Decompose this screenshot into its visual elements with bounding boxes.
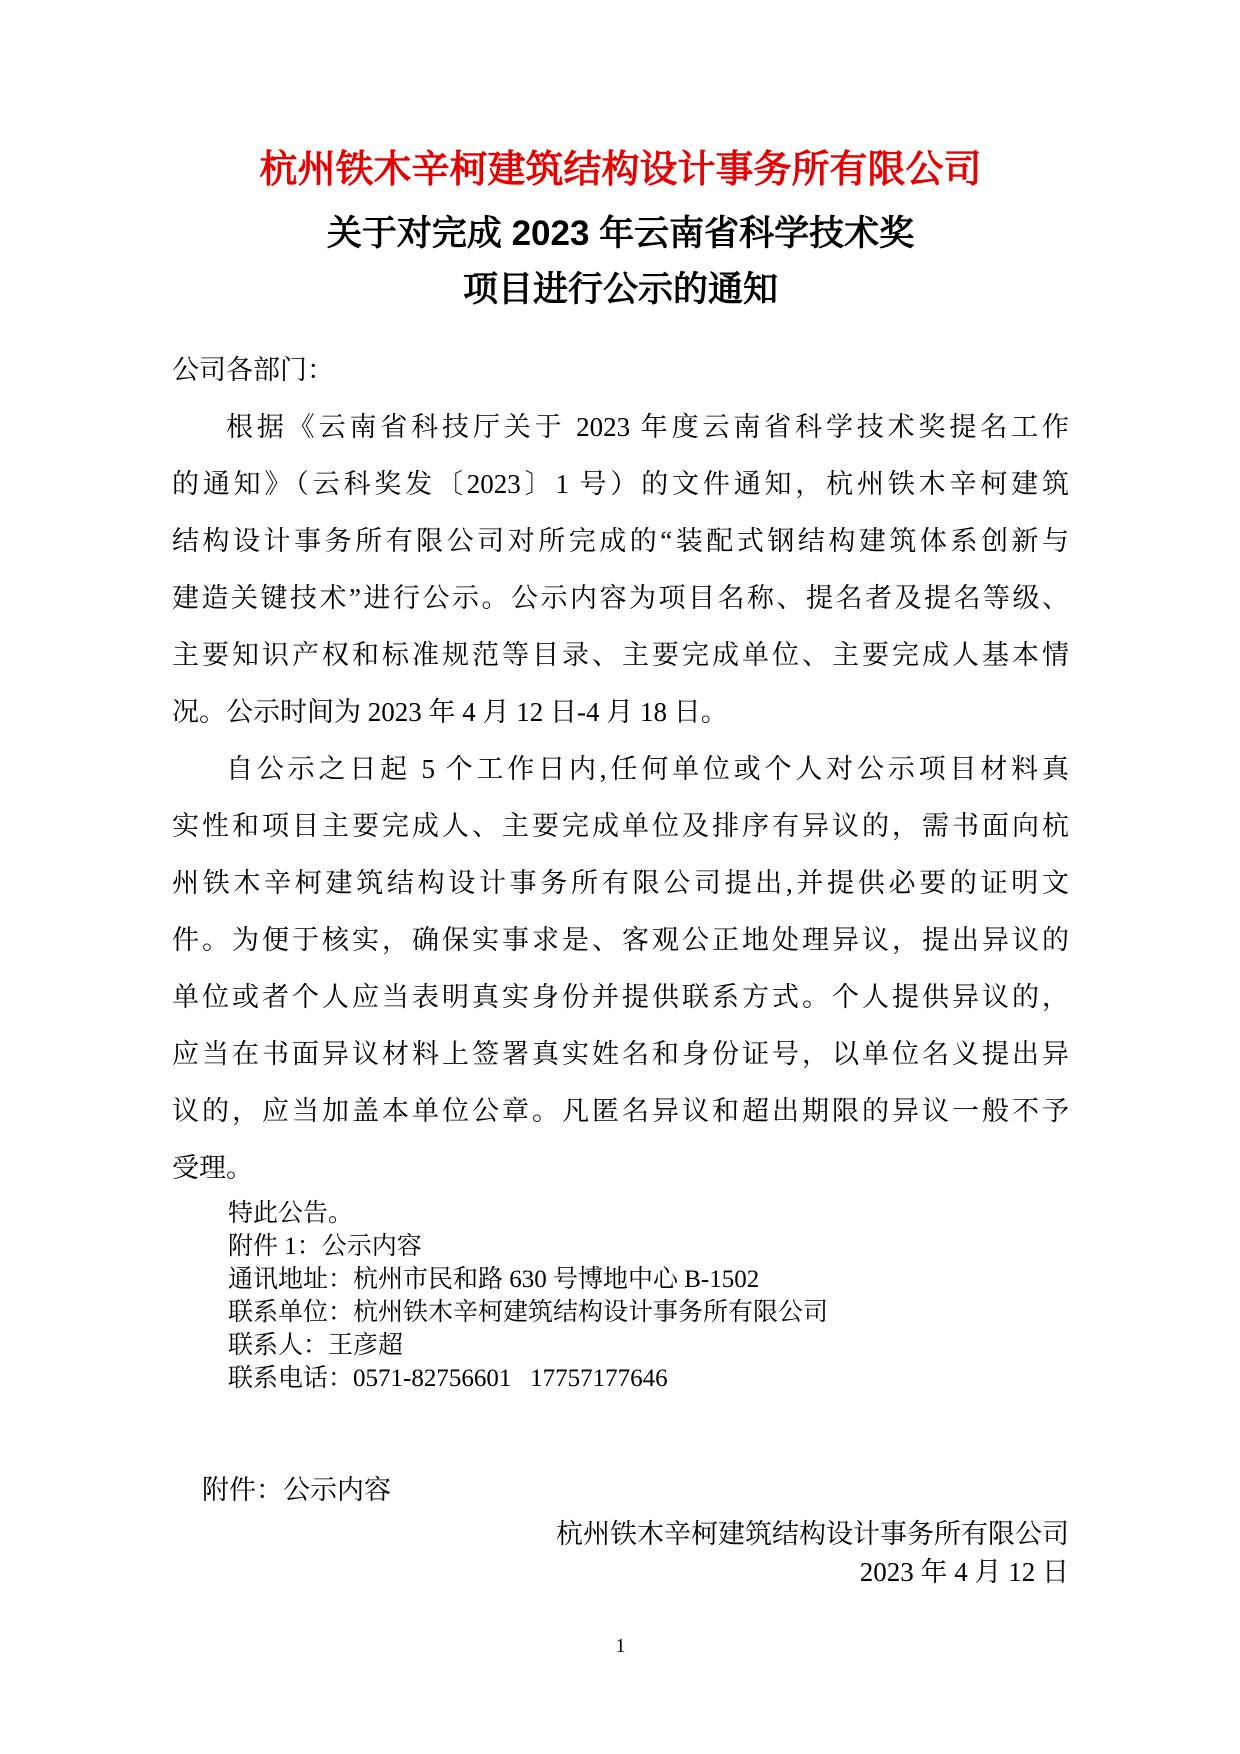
paragraph-2-line: 州铁木辛柯建筑结构设计事务所有限公司提出,并提供必要的证明文 — [172, 868, 1069, 898]
closing-announcement: 特此公告。 — [228, 1200, 354, 1227]
paragraph-1-line: 的通知》（云科奖发〔2023〕1 号）的文件通知，杭州铁木辛柯建筑 — [172, 469, 1069, 499]
paragraph-1-line: 况。公示时间为 2023 年 4 月 12 日-4 月 18 日。 — [172, 697, 728, 727]
closing-contact-person: 联系人：王彦超 — [228, 1332, 404, 1359]
paragraph-2-line: 受理。 — [172, 1153, 253, 1183]
salutation: 公司各部门： — [172, 355, 334, 385]
signature-company: 杭州铁木辛柯建筑结构设计事务所有限公司 — [556, 1519, 1069, 1549]
body-text — [172, 342, 1069, 1197]
paragraph-1-line: 根据《云南省科技厅关于 2023 年度云南省科学技术奖提名工作 — [226, 412, 1069, 442]
signature-date: 2023 年 4 月 12 日 — [859, 1557, 1069, 1587]
doc-title-line-1: 关于对完成 2023 年云南省科学技术奖 — [326, 214, 915, 253]
signature-block — [172, 1515, 1069, 1591]
closing-contact-phone: 联系电话：0571-82756601 17757177646 — [228, 1365, 668, 1392]
company-title: 杭州铁木辛柯建筑结构设计事务所有限公司 — [259, 149, 982, 191]
paragraph-2-line: 件。为便于核实，确保实事求是、客观公正地处理异议，提出异议的 — [172, 925, 1069, 955]
doc-title-line-2: 项目进行公示的通知 — [462, 270, 778, 309]
closing-attachment-1: 附件 1：公示内容 — [228, 1233, 422, 1260]
closing-contact-unit: 联系单位：杭州铁木辛柯建筑结构设计事务所有限公司 — [228, 1299, 829, 1326]
paragraph-2-line: 议的，应当加盖本单位公章。凡匿名异议和超出期限的异议一般不予 — [172, 1096, 1069, 1126]
paragraph-2-line: 自公示之日起 5 个工作日内,任何单位或个人对公示项目材料真 — [226, 754, 1069, 784]
paragraph-2-line: 实性和项目主要完成人、主要完成单位及排序有异议的，需书面向杭 — [172, 811, 1069, 841]
paragraph-2-line: 应当在书面异议材料上签署真实姓名和身份证号，以单位名义提出异 — [172, 1039, 1069, 1069]
paragraph-2-line: 单位或者个人应当表明真实身份并提供联系方式。个人提供异议的， — [172, 982, 1069, 1012]
closing-block — [228, 1197, 1069, 1395]
page-number: 1 — [615, 1635, 626, 1657]
attachment-note: 附件：公示内容 — [202, 1475, 391, 1505]
paragraph-1-line: 结构设计事务所有限公司对所完成的“装配式钢结构建筑体系创新与 — [172, 526, 1069, 556]
paragraph-1-line: 建造关键技术”进行公示。公示内容为项目名称、提名者及提名等级、 — [172, 583, 1069, 613]
closing-mailing-address: 通讯地址：杭州市民和路 630 号博地中心 B-1502 — [228, 1266, 760, 1293]
paragraph-1-line: 主要知识产权和标准规范等目录、主要完成单位、主要完成人基本情 — [172, 640, 1069, 670]
